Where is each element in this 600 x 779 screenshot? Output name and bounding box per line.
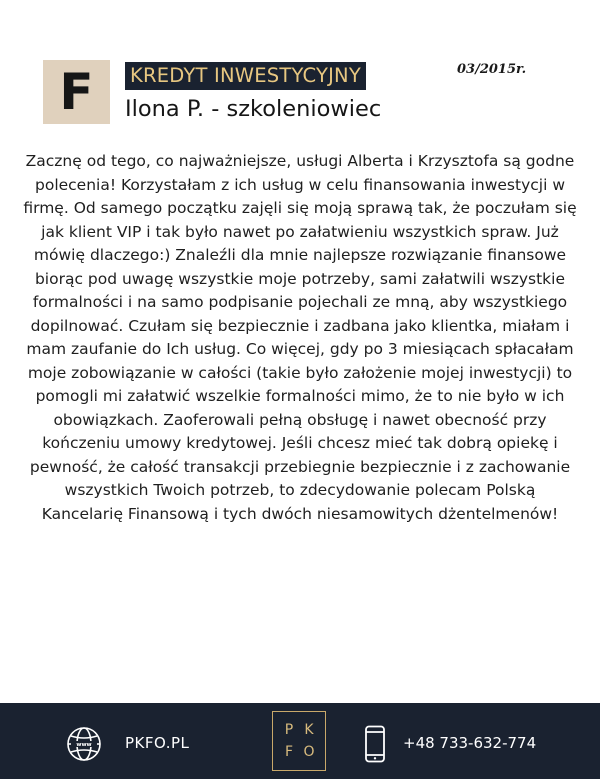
brand-logo (272, 711, 326, 771)
date-label: 03/2015r. (457, 62, 527, 77)
website-link[interactable]: PKFO.PL (125, 734, 190, 752)
brand-letter-f: F (284, 744, 294, 760)
brand-letter-p: P (284, 722, 294, 738)
globe-icon (66, 726, 102, 762)
testimonial-text: Zacznę od tego, co najważniejsze, usługi Alberta i Krzysztofa są godne polecenia! Korzystałam z ich usług w celu finansowania inwestycji w firmę. Od samego początku zajęli się moją sprawą tak, że poczułam się jak klient VIP i tak było nawet po załatwieniu wszystkich spraw. Już mówię dlaczego:) Znaleźli dla mnie najlepsze rozwiązanie finansowe biorąc pod uwagę wszystkie moje potrzeby, sami załatwili wszystkie formalności i na samo podpisanie pojechali ze mną, aby wszystkiego dopilnować. Czułam się bezpiecznie i zadbana jako klientka, miałam i mam zaufanie do Ich usług. Co więcej, gdy po 3 miesiącach spłacałam moje zobowiązanie w całości (takie było założenie mojej inwestycji) to pomogli mi załatwić wszelkie formalności mimo, że to nie było w ich obowiązkach. Zaoferowali pełną obsługę i nawet obecność przy kończeniu umowy kredytowej. Jeśli chcesz mieć tak dobrą opiekę i pewność, że całość transakcji przebiegnie bezpiecznie i z zachowanie wszystkich Twoich potrzeb, to zdecydowanie polecam Polską Kancelarię Finansową i tych dwóch niesamowitych dżentelmenów! (23, 152, 577, 523)
phone-number[interactable]: +48 733-632-774 (403, 734, 537, 752)
brand-letter-o: O (303, 744, 315, 760)
category-badge: KREDYT INWESTYCYJNY (125, 62, 366, 90)
svg-text:www: www (76, 742, 92, 749)
smartphone-icon (364, 725, 386, 763)
footer (0, 703, 600, 779)
category-logo-tile (43, 60, 110, 124)
brand-letter-k: K (304, 722, 314, 738)
logo-letter: F (59, 63, 94, 121)
author-name: Ilona P. - szkoleniowiec (125, 96, 382, 122)
